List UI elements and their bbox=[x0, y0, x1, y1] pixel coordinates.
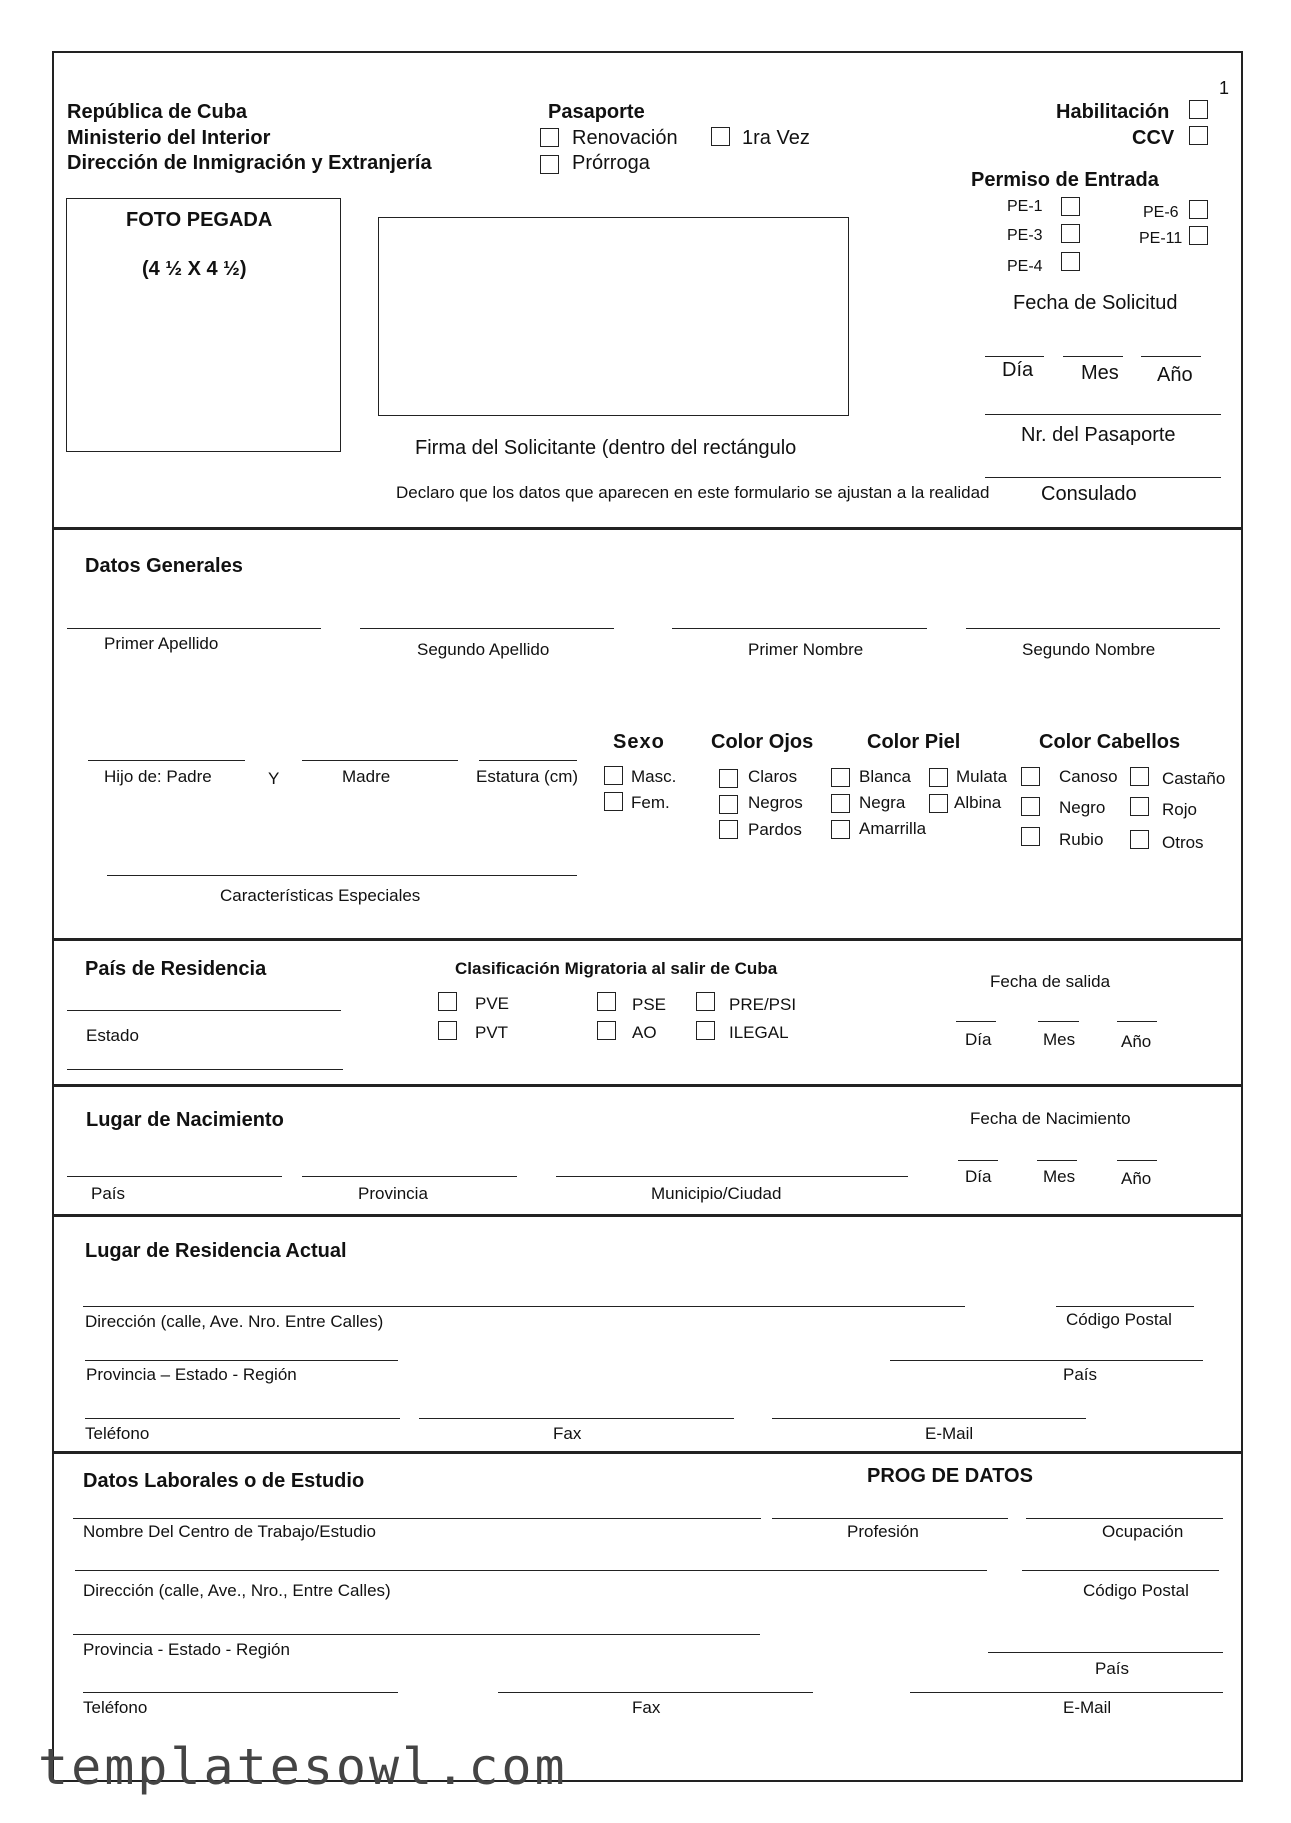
nacimiento-pais-label: País bbox=[91, 1184, 126, 1203]
fecha-nacimiento-title: Fecha de Nacimiento bbox=[970, 1109, 1131, 1128]
primer-apellido-label: Primer Apellido bbox=[104, 634, 219, 653]
otros-label: Otros bbox=[1162, 833, 1204, 852]
pse-label: PSE bbox=[632, 995, 667, 1014]
lab-fax-line[interactable] bbox=[498, 1692, 813, 1693]
primera-vez-label: 1ra Vez bbox=[742, 127, 810, 149]
ra-pais-line[interactable] bbox=[890, 1360, 1203, 1361]
ra-provincia-line[interactable] bbox=[85, 1360, 398, 1361]
fecha-salida-dia: Día bbox=[965, 1030, 992, 1049]
amarilla-label: Amarrilla bbox=[859, 819, 927, 838]
rubio-label: Rubio bbox=[1059, 830, 1104, 849]
nr-pasaporte-line[interactable] bbox=[985, 414, 1221, 415]
nacimiento-title: Lugar de Nacimiento bbox=[86, 1109, 284, 1131]
rojo-checkbox[interactable] bbox=[1130, 797, 1149, 816]
lab-provincia-line[interactable] bbox=[73, 1634, 760, 1635]
consulado-line[interactable] bbox=[985, 477, 1221, 478]
lab-email-label: E-Mail bbox=[1063, 1698, 1112, 1717]
lab-direccion-line[interactable] bbox=[75, 1570, 987, 1571]
fecha-nacimiento-dia: Día bbox=[965, 1167, 992, 1186]
fecha-salida-mes: Mes bbox=[1043, 1030, 1076, 1049]
albina-label: Albina bbox=[954, 793, 1002, 812]
pe4-checkbox[interactable] bbox=[1061, 252, 1080, 271]
section-divider bbox=[52, 1084, 1243, 1087]
lab-direccion-label: Dirección (calle, Ave., Nro., Entre Calles) bbox=[83, 1581, 391, 1600]
pe1-label: PE-1 bbox=[1007, 198, 1043, 215]
nacimiento-pais-line[interactable] bbox=[67, 1176, 282, 1177]
nacimiento-municipio-label: Municipio/Ciudad bbox=[651, 1184, 782, 1203]
prorroga-checkbox[interactable] bbox=[540, 155, 559, 174]
ra-telefono-label: Teléfono bbox=[85, 1424, 150, 1443]
fecha-solicitud-anio: Año bbox=[1157, 364, 1193, 386]
otros-checkbox[interactable] bbox=[1130, 830, 1149, 849]
lab-codigo-postal-label: Código Postal bbox=[1083, 1581, 1189, 1600]
fecha-solicitud-title: Fecha de Solicitud bbox=[1013, 292, 1178, 314]
padre-label: Hijo de: Padre bbox=[104, 767, 212, 786]
fecha-nacimiento-anio-line[interactable] bbox=[1117, 1160, 1157, 1161]
estatura-line[interactable] bbox=[479, 760, 577, 761]
cabellos-title: Color Cabellos bbox=[1039, 731, 1181, 753]
primera-vez-checkbox[interactable] bbox=[711, 127, 730, 146]
nacimiento-provincia-label: Provincia bbox=[358, 1184, 428, 1203]
fem-checkbox[interactable] bbox=[604, 792, 623, 811]
clasificacion-title: Clasificación Migratoria al salir de Cuba bbox=[455, 959, 778, 978]
ra-codigo-postal-label: Código Postal bbox=[1066, 1310, 1172, 1329]
ra-direccion-label: Dirección (calle, Ave. Nro. Entre Calles) bbox=[85, 1312, 384, 1331]
padre-line[interactable] bbox=[88, 760, 245, 761]
lab-pais-label: País bbox=[1095, 1659, 1130, 1678]
ra-direccion-line[interactable] bbox=[83, 1306, 965, 1307]
foto-box bbox=[66, 198, 341, 452]
estatura-label: Estatura (cm) bbox=[476, 767, 579, 786]
madre-line[interactable] bbox=[302, 760, 458, 761]
masc-checkbox[interactable] bbox=[604, 766, 623, 785]
negra-label: Negra bbox=[859, 793, 906, 812]
fecha-salida-anio-line[interactable] bbox=[1117, 1021, 1157, 1022]
estado-label: Estado bbox=[86, 1026, 139, 1045]
fecha-salida-dia-line[interactable] bbox=[956, 1021, 996, 1022]
blanca-label: Blanca bbox=[859, 767, 911, 786]
mulata-checkbox[interactable] bbox=[929, 768, 948, 787]
pe11-label: PE-11 bbox=[1139, 230, 1183, 247]
pardos-label: Pardos bbox=[748, 820, 802, 839]
ao-checkbox[interactable] bbox=[597, 1021, 616, 1040]
section-divider bbox=[52, 527, 1243, 530]
pe4-label: PE-4 bbox=[1007, 258, 1043, 275]
primer-nombre-line[interactable] bbox=[672, 628, 927, 629]
fecha-solicitud-dia: Día bbox=[1002, 359, 1034, 381]
prepsi-checkbox[interactable] bbox=[696, 992, 715, 1011]
mulata-label: Mulata bbox=[956, 767, 1008, 786]
page-number: 1 bbox=[1219, 78, 1230, 98]
fecha-solicitud-anio-line[interactable] bbox=[1141, 356, 1201, 357]
fecha-nacimiento-anio: Año bbox=[1121, 1169, 1152, 1188]
segundo-nombre-label: Segundo Nombre bbox=[1022, 640, 1156, 659]
nacimiento-municipio-line[interactable] bbox=[556, 1176, 908, 1177]
section-divider bbox=[52, 1451, 1243, 1454]
centro-label: Nombre Del Centro de Trabajo/Estudio bbox=[83, 1522, 376, 1541]
blanca-checkbox[interactable] bbox=[831, 768, 850, 787]
pvt-checkbox[interactable] bbox=[438, 1021, 457, 1040]
ilegal-checkbox[interactable] bbox=[696, 1021, 715, 1040]
piel-title: Color Piel bbox=[867, 731, 961, 753]
ra-codigo-postal-line[interactable] bbox=[1056, 1306, 1194, 1307]
laborales-title: Datos Laborales o de Estudio bbox=[83, 1470, 365, 1492]
fecha-solicitud-mes-line[interactable] bbox=[1063, 356, 1123, 357]
foto-size: (4 ½ X 4 ½) bbox=[142, 258, 247, 280]
caracteristicas-label: Características Especiales bbox=[220, 886, 421, 905]
ra-email-label: E-Mail bbox=[925, 1424, 974, 1443]
negro-checkbox[interactable] bbox=[1021, 797, 1040, 816]
fecha-nacimiento-mes: Mes bbox=[1043, 1167, 1076, 1186]
prog-datos-label: PROG DE DATOS bbox=[867, 1465, 1033, 1487]
segundo-apellido-line[interactable] bbox=[360, 628, 614, 629]
nr-pasaporte-label: Nr. del Pasaporte bbox=[1021, 424, 1176, 446]
renovacion-checkbox[interactable] bbox=[540, 128, 559, 147]
prepsi-label: PRE/PSI bbox=[729, 995, 797, 1014]
pse-checkbox[interactable] bbox=[597, 992, 616, 1011]
watermark: templatesowl.com bbox=[38, 1738, 568, 1796]
pve-checkbox[interactable] bbox=[438, 992, 457, 1011]
ccv-label: CCV bbox=[1132, 127, 1175, 149]
ilegal-label: ILEGAL bbox=[729, 1023, 789, 1042]
lab-telefono-line[interactable] bbox=[83, 1692, 398, 1693]
madre-label: Madre bbox=[342, 767, 391, 786]
nacimiento-provincia-line[interactable] bbox=[302, 1176, 517, 1177]
lab-email-line[interactable] bbox=[910, 1692, 1223, 1693]
fecha-salida-mes-line[interactable] bbox=[1038, 1021, 1079, 1022]
fecha-salida-anio: Año bbox=[1121, 1032, 1152, 1051]
pardos-checkbox[interactable] bbox=[719, 820, 738, 839]
ra-email-line[interactable] bbox=[772, 1418, 1086, 1419]
firma-label: Firma del Solicitante (dentro del rectángulo bbox=[415, 437, 797, 459]
masc-label: Masc. bbox=[631, 767, 677, 786]
consulado-label: Consulado bbox=[1041, 483, 1137, 505]
segundo-apellido-label: Segundo Apellido bbox=[417, 640, 550, 659]
negro-label: Negro bbox=[1059, 798, 1106, 817]
pe3-label: PE-3 bbox=[1007, 227, 1043, 244]
foto-title: FOTO PEGADA bbox=[126, 209, 273, 231]
residencia-actual-title: Lugar de Residencia Actual bbox=[85, 1240, 347, 1262]
fecha-salida-title: Fecha de salida bbox=[990, 972, 1111, 991]
pve-label: PVE bbox=[475, 994, 510, 1013]
sexo-title: Sexo bbox=[613, 731, 665, 753]
signature-box[interactable] bbox=[378, 217, 849, 416]
pe3-checkbox[interactable] bbox=[1061, 224, 1080, 243]
declaro-text: Declaro que los datos que aparecen en este formulario se ajustan a la realidad bbox=[396, 483, 990, 502]
header-ministerio: Ministerio del Interior bbox=[67, 127, 271, 149]
ra-telefono-line[interactable] bbox=[85, 1418, 400, 1419]
claros-label: Claros bbox=[748, 767, 798, 786]
canoso-checkbox[interactable] bbox=[1021, 767, 1040, 786]
lab-fax-label: Fax bbox=[632, 1698, 661, 1717]
lab-telefono-label: Teléfono bbox=[83, 1698, 148, 1717]
section-divider bbox=[52, 1214, 1243, 1217]
habilitacion-label: Habilitación bbox=[1056, 101, 1170, 123]
castano-checkbox[interactable] bbox=[1130, 767, 1149, 786]
fecha-solicitud-mes: Mes bbox=[1081, 362, 1119, 384]
y-label: Y bbox=[268, 769, 280, 788]
ocupacion-line[interactable] bbox=[1026, 1518, 1223, 1519]
fem-label: Fem. bbox=[631, 793, 670, 812]
profesion-line[interactable] bbox=[772, 1518, 1008, 1519]
pe1-checkbox[interactable] bbox=[1061, 197, 1080, 216]
permiso-title: Permiso de Entrada bbox=[971, 169, 1159, 191]
ra-fax-line[interactable] bbox=[419, 1418, 734, 1419]
primer-apellido-line[interactable] bbox=[67, 628, 321, 629]
ocupacion-label: Ocupación bbox=[1102, 1522, 1184, 1541]
pasaporte-title: Pasaporte bbox=[548, 101, 645, 123]
ra-pais-label: País bbox=[1063, 1365, 1098, 1384]
amarilla-checkbox[interactable] bbox=[831, 820, 850, 839]
pe6-checkbox[interactable] bbox=[1189, 200, 1208, 219]
section-divider bbox=[52, 938, 1243, 941]
negra-checkbox[interactable] bbox=[831, 794, 850, 813]
canoso-label: Canoso bbox=[1059, 767, 1118, 786]
profesion-label: Profesión bbox=[847, 1522, 919, 1541]
pvt-label: PVT bbox=[475, 1023, 509, 1042]
header-direccion: Dirección de Inmigración y Extranjería bbox=[67, 152, 432, 174]
ao-label: AO bbox=[632, 1023, 657, 1042]
prorroga-label: Prórroga bbox=[572, 152, 650, 174]
residencia-title: País de Residencia bbox=[85, 958, 267, 980]
rubio-checkbox[interactable] bbox=[1021, 827, 1040, 846]
rojo-label: Rojo bbox=[1162, 800, 1197, 819]
segundo-nombre-line[interactable] bbox=[966, 628, 1220, 629]
datos-generales-title: Datos Generales bbox=[85, 555, 243, 577]
pais-residencia-line[interactable] bbox=[67, 1010, 341, 1011]
caracteristicas-line[interactable] bbox=[107, 875, 577, 876]
lab-codigo-postal-line[interactable] bbox=[1022, 1570, 1219, 1571]
pe11-checkbox[interactable] bbox=[1189, 226, 1208, 245]
centro-line[interactable] bbox=[73, 1518, 761, 1519]
albina-checkbox[interactable] bbox=[929, 794, 948, 813]
header-republica: República de Cuba bbox=[67, 101, 248, 123]
lab-pais-line[interactable] bbox=[988, 1652, 1223, 1653]
primer-nombre-label: Primer Nombre bbox=[748, 640, 864, 659]
negros-checkbox[interactable] bbox=[719, 795, 738, 814]
estado-line[interactable] bbox=[67, 1069, 343, 1070]
fecha-nacimiento-dia-line[interactable] bbox=[958, 1160, 998, 1161]
pe6-label: PE-6 bbox=[1143, 204, 1179, 221]
renovacion-label: Renovación bbox=[572, 127, 678, 149]
ra-fax-label: Fax bbox=[553, 1424, 582, 1443]
castano-label: Castaño bbox=[1162, 769, 1226, 788]
ra-provincia-label: Provincia – Estado - Región bbox=[86, 1365, 297, 1384]
negros-label: Negros bbox=[748, 793, 803, 812]
fecha-solicitud-dia-line[interactable] bbox=[985, 356, 1044, 357]
lab-provincia-label: Provincia - Estado - Región bbox=[83, 1640, 290, 1659]
ccv-checkbox[interactable] bbox=[1189, 126, 1208, 145]
habilitacion-checkbox[interactable] bbox=[1189, 100, 1208, 119]
claros-checkbox[interactable] bbox=[719, 769, 738, 788]
fecha-nacimiento-mes-line[interactable] bbox=[1037, 1160, 1077, 1161]
ojos-title: Color Ojos bbox=[711, 731, 814, 753]
